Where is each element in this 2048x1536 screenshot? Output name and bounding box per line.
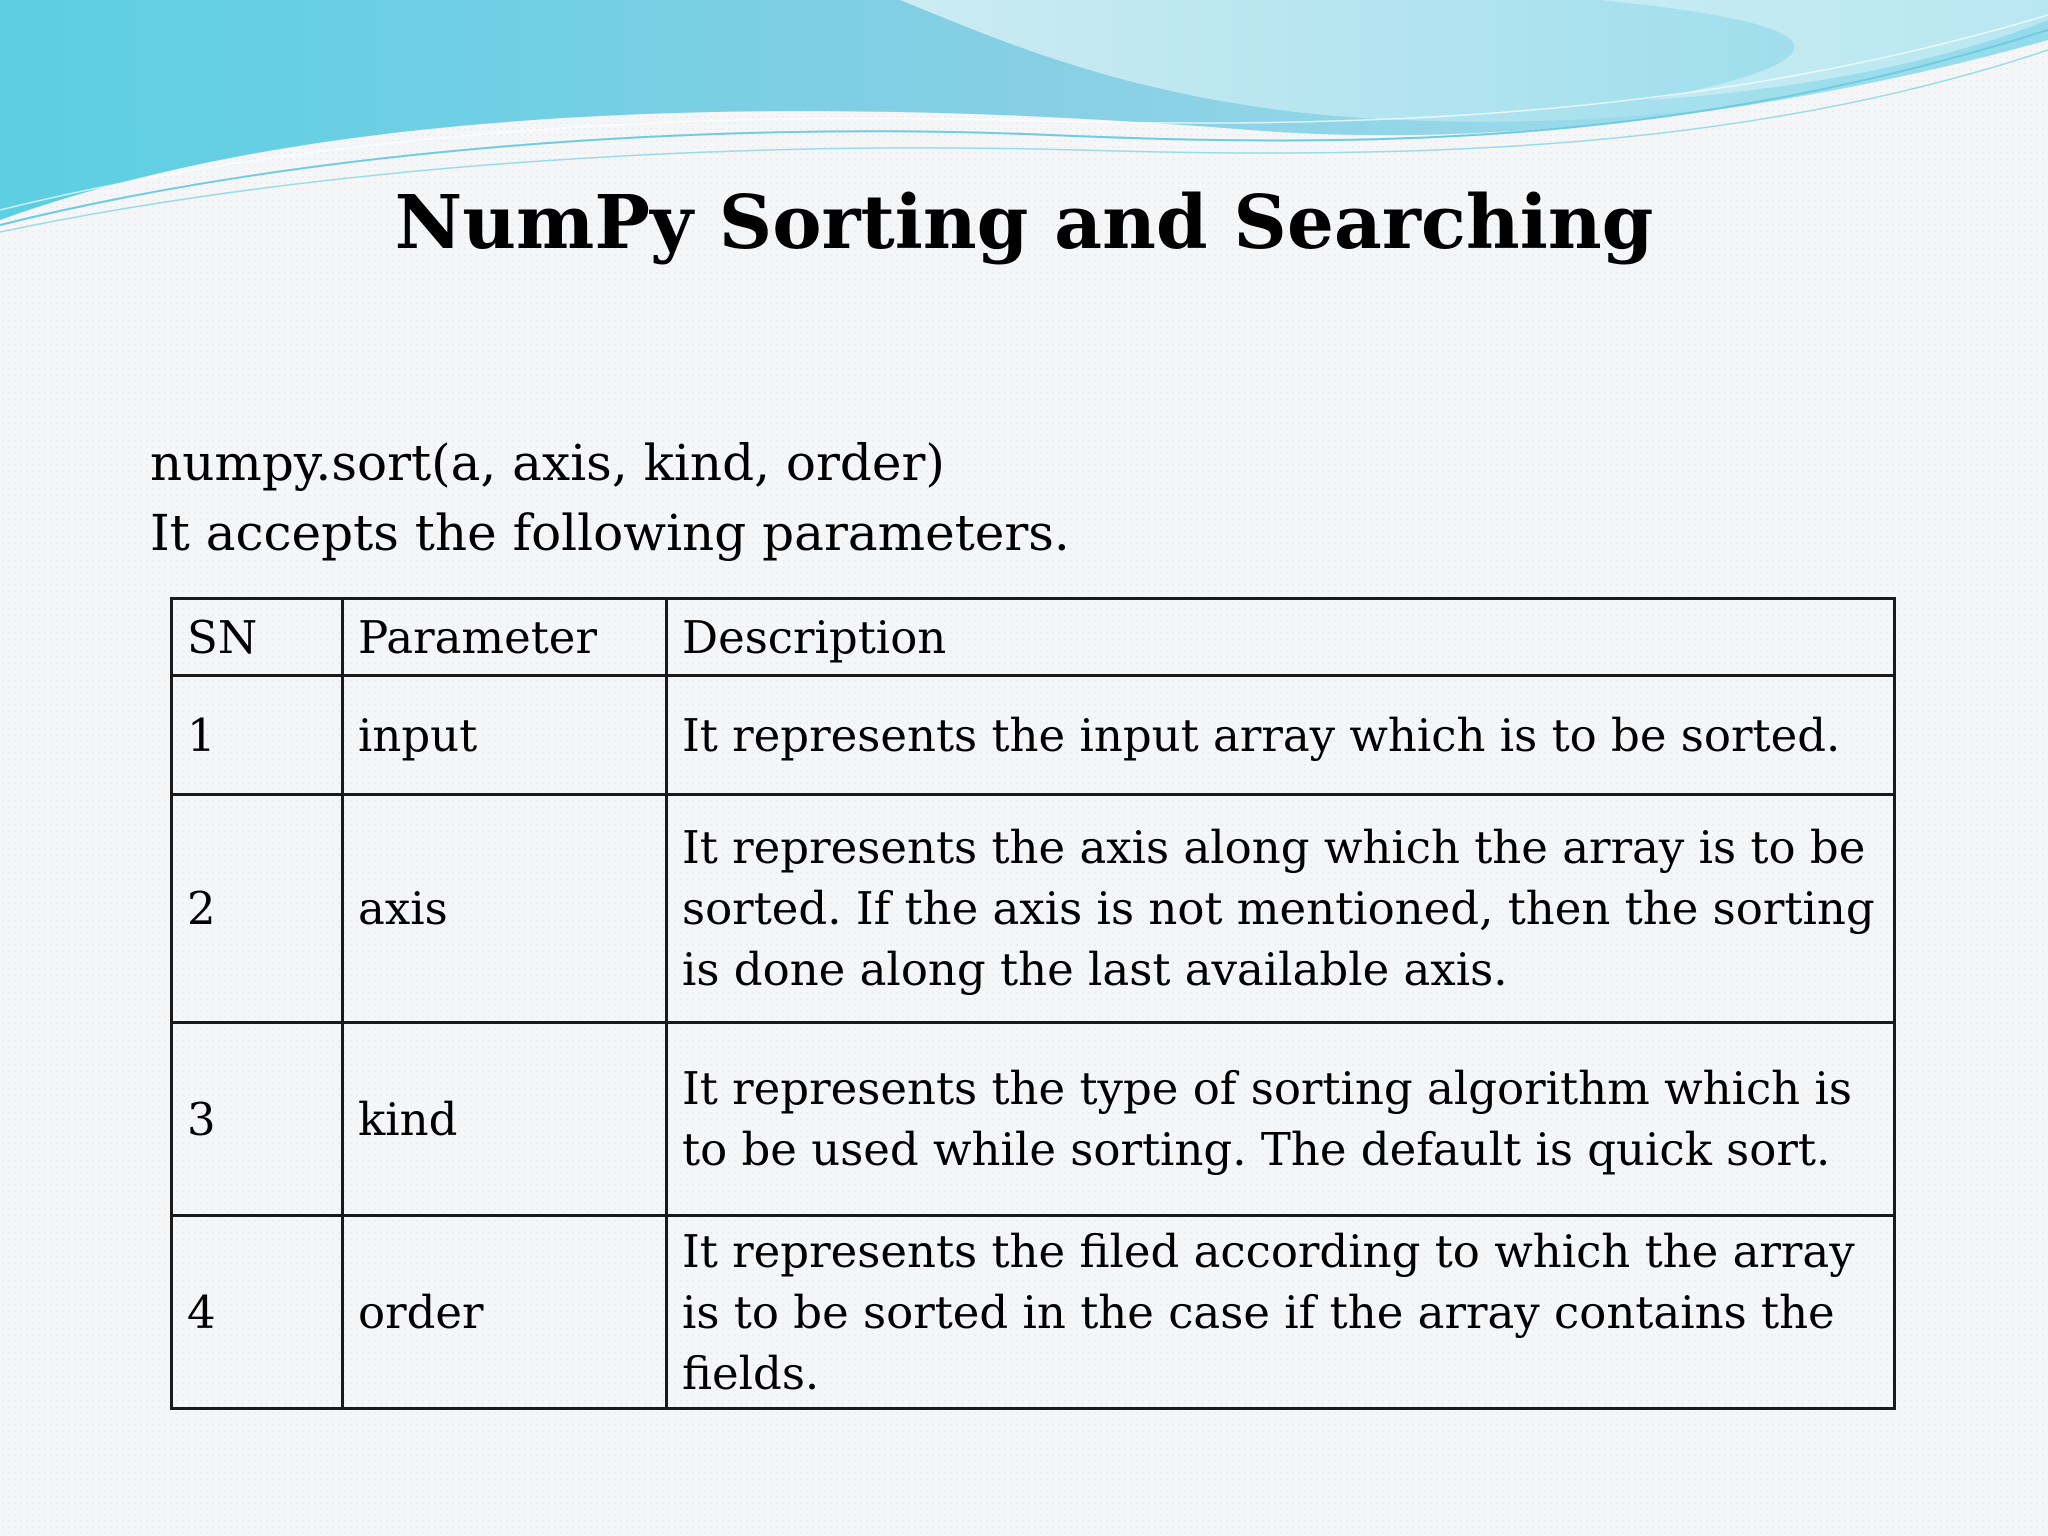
table-row	[172, 1216, 1895, 1409]
table-row	[172, 795, 1895, 1023]
cell-parameter: input	[343, 676, 667, 795]
slide-title: NumPy Sorting and Searching	[394, 180, 1654, 266]
header-description: Description	[667, 599, 1895, 676]
cell-sn: 2	[172, 795, 343, 1023]
cell-description: It represents the type of sorting algorithm which is to be used while sorting. The default is quick sort.	[667, 1023, 1895, 1216]
cell-parameter: axis	[343, 795, 667, 1023]
header-sn: SN	[172, 599, 343, 676]
cell-sn: 1	[172, 676, 343, 795]
cell-description: It represents the filed according to which the array is to be sorted in the case if the array contains the fields.	[667, 1216, 1895, 1409]
table-row	[172, 1023, 1895, 1216]
table-row	[172, 676, 1895, 795]
header-parameter: Parameter	[343, 599, 667, 676]
cell-sn: 4	[172, 1216, 343, 1409]
cell-sn: 3	[172, 1023, 343, 1216]
cell-description: It represents the axis along which the array is to be sorted. If the axis is not mentioned, then the sorting is done along the last available axis.	[667, 795, 1895, 1023]
table-header-row	[172, 599, 1895, 676]
cell-description: It represents the input array which is to be sorted.	[667, 676, 1895, 795]
parameters-table	[170, 597, 1896, 1410]
intro-line-description: It accepts the following parameters.	[150, 504, 1070, 562]
intro-text	[150, 428, 1070, 568]
cell-parameter: kind	[343, 1023, 667, 1216]
cell-parameter: order	[343, 1216, 667, 1409]
intro-line-signature: numpy.sort(a, axis, kind, order)	[150, 434, 945, 492]
